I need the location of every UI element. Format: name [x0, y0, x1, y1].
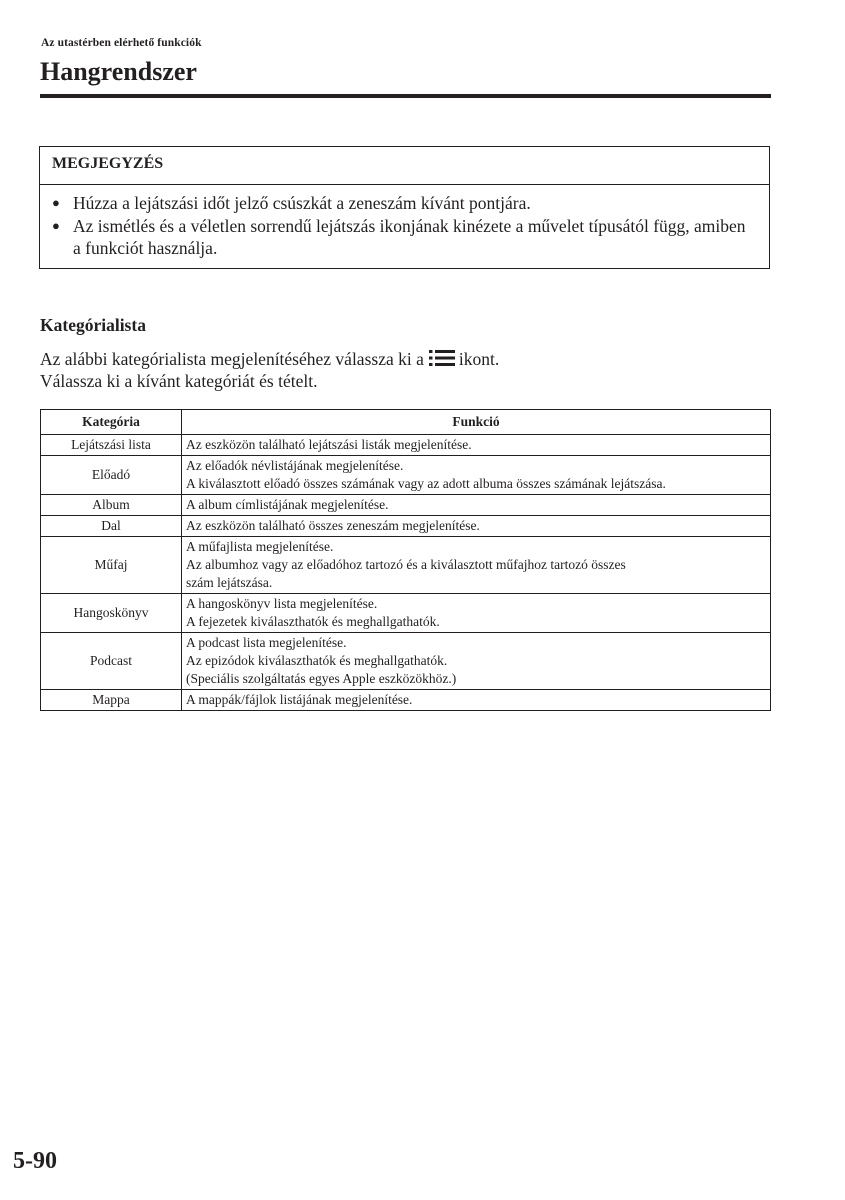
- function-cell: [182, 516, 771, 537]
- function-cell: [182, 435, 771, 456]
- table-row: [41, 516, 771, 537]
- bullet-icon: ●: [52, 195, 60, 210]
- table-row: [41, 690, 771, 711]
- page-number: 5-90: [13, 1148, 57, 1174]
- note-heading: MEGJEGYZÉS: [40, 147, 769, 185]
- list-icon: [429, 349, 455, 367]
- table-row: [41, 495, 771, 516]
- function-cell: [182, 633, 771, 690]
- intro-text-before: Az alábbi kategórialista megjelenítéséhez válassza ki a: [40, 349, 424, 369]
- page-title: Hangrendszer: [40, 57, 197, 86]
- category-cell: Hangoskönyv: [41, 594, 182, 633]
- function-line: A album címlistájának megjelenítése.: [186, 497, 389, 512]
- table-row: [41, 456, 771, 495]
- function-line: A podcast lista megjelenítése.: [186, 635, 347, 650]
- title-divider: [40, 94, 771, 98]
- category-cell: Mappa: [41, 690, 182, 711]
- table-row: [41, 633, 771, 690]
- function-line: (Speciális szolgáltatás egyes Apple eszközökhöz.): [186, 671, 457, 686]
- category-cell: Album: [41, 495, 182, 516]
- intro-paragraph: [40, 348, 499, 370]
- category-cell: Dal: [41, 516, 182, 537]
- function-cell: [182, 690, 771, 711]
- table-row: [41, 594, 771, 633]
- section-heading: Kategórialista: [40, 315, 146, 335]
- note-item: [52, 192, 757, 215]
- note-item: [52, 215, 757, 260]
- function-line: Az epizódok kiválaszthatók és meghallgathatók.: [186, 653, 448, 668]
- note-list: [40, 185, 769, 260]
- function-line: A mappák/fájlok listájának megjelenítése.: [186, 692, 413, 707]
- function-line: Az albumhoz vagy az előadóhoz tartozó és a kiválasztott műfajhoz tartozó összes: [186, 557, 626, 572]
- note-item-text: Húzza a lejátszási időt jelző csúszkát a zeneszám kívánt pontjára.: [73, 193, 531, 213]
- column-header-function: Funkció: [182, 410, 771, 435]
- table-row: [41, 435, 771, 456]
- table-row: [41, 537, 771, 594]
- function-line: A fejezetek kiválaszthatók és meghallgathatók.: [186, 614, 440, 629]
- function-cell: [182, 537, 771, 594]
- function-line: A hangoskönyv lista megjelenítése.: [186, 596, 378, 611]
- function-line: szám lejátszása.: [186, 575, 273, 590]
- table-header-row: [41, 410, 771, 435]
- function-line: Az eszközön található lejátszási listák megjelenítése.: [186, 437, 472, 452]
- table-body: [41, 435, 771, 711]
- note-item-text: Az ismétlés és a véletlen sorrendű lejátszás ikonjának kinézete a művelet típusától függ, amiben a funkciót használja.: [73, 215, 746, 258]
- column-header-category: Kategória: [41, 410, 182, 435]
- function-cell: [182, 594, 771, 633]
- note-box: [39, 146, 770, 269]
- category-cell: Podcast: [41, 633, 182, 690]
- running-head: Az utastérben elérhető funkciók: [41, 37, 202, 49]
- function-line: A műfajlista megjelenítése.: [186, 539, 334, 554]
- category-cell: Műfaj: [41, 537, 182, 594]
- function-cell: [182, 456, 771, 495]
- bullet-icon: ●: [52, 217, 60, 233]
- intro-line-2: Válassza ki a kívánt kategóriát és tételt.: [40, 371, 318, 391]
- category-cell: Lejátszási lista: [41, 435, 182, 456]
- function-line: Az előadók névlistájának megjelenítése.: [186, 458, 404, 473]
- category-cell: Előadó: [41, 456, 182, 495]
- function-line: Az eszközön található összes zeneszám megjelenítése.: [186, 518, 480, 533]
- function-line: A kiválasztott előadó összes számának vagy az adott albuma összes számának lejátszása.: [186, 476, 666, 491]
- intro-text-after: ikont.: [458, 349, 500, 369]
- category-table: [40, 409, 771, 711]
- function-cell: [182, 495, 771, 516]
